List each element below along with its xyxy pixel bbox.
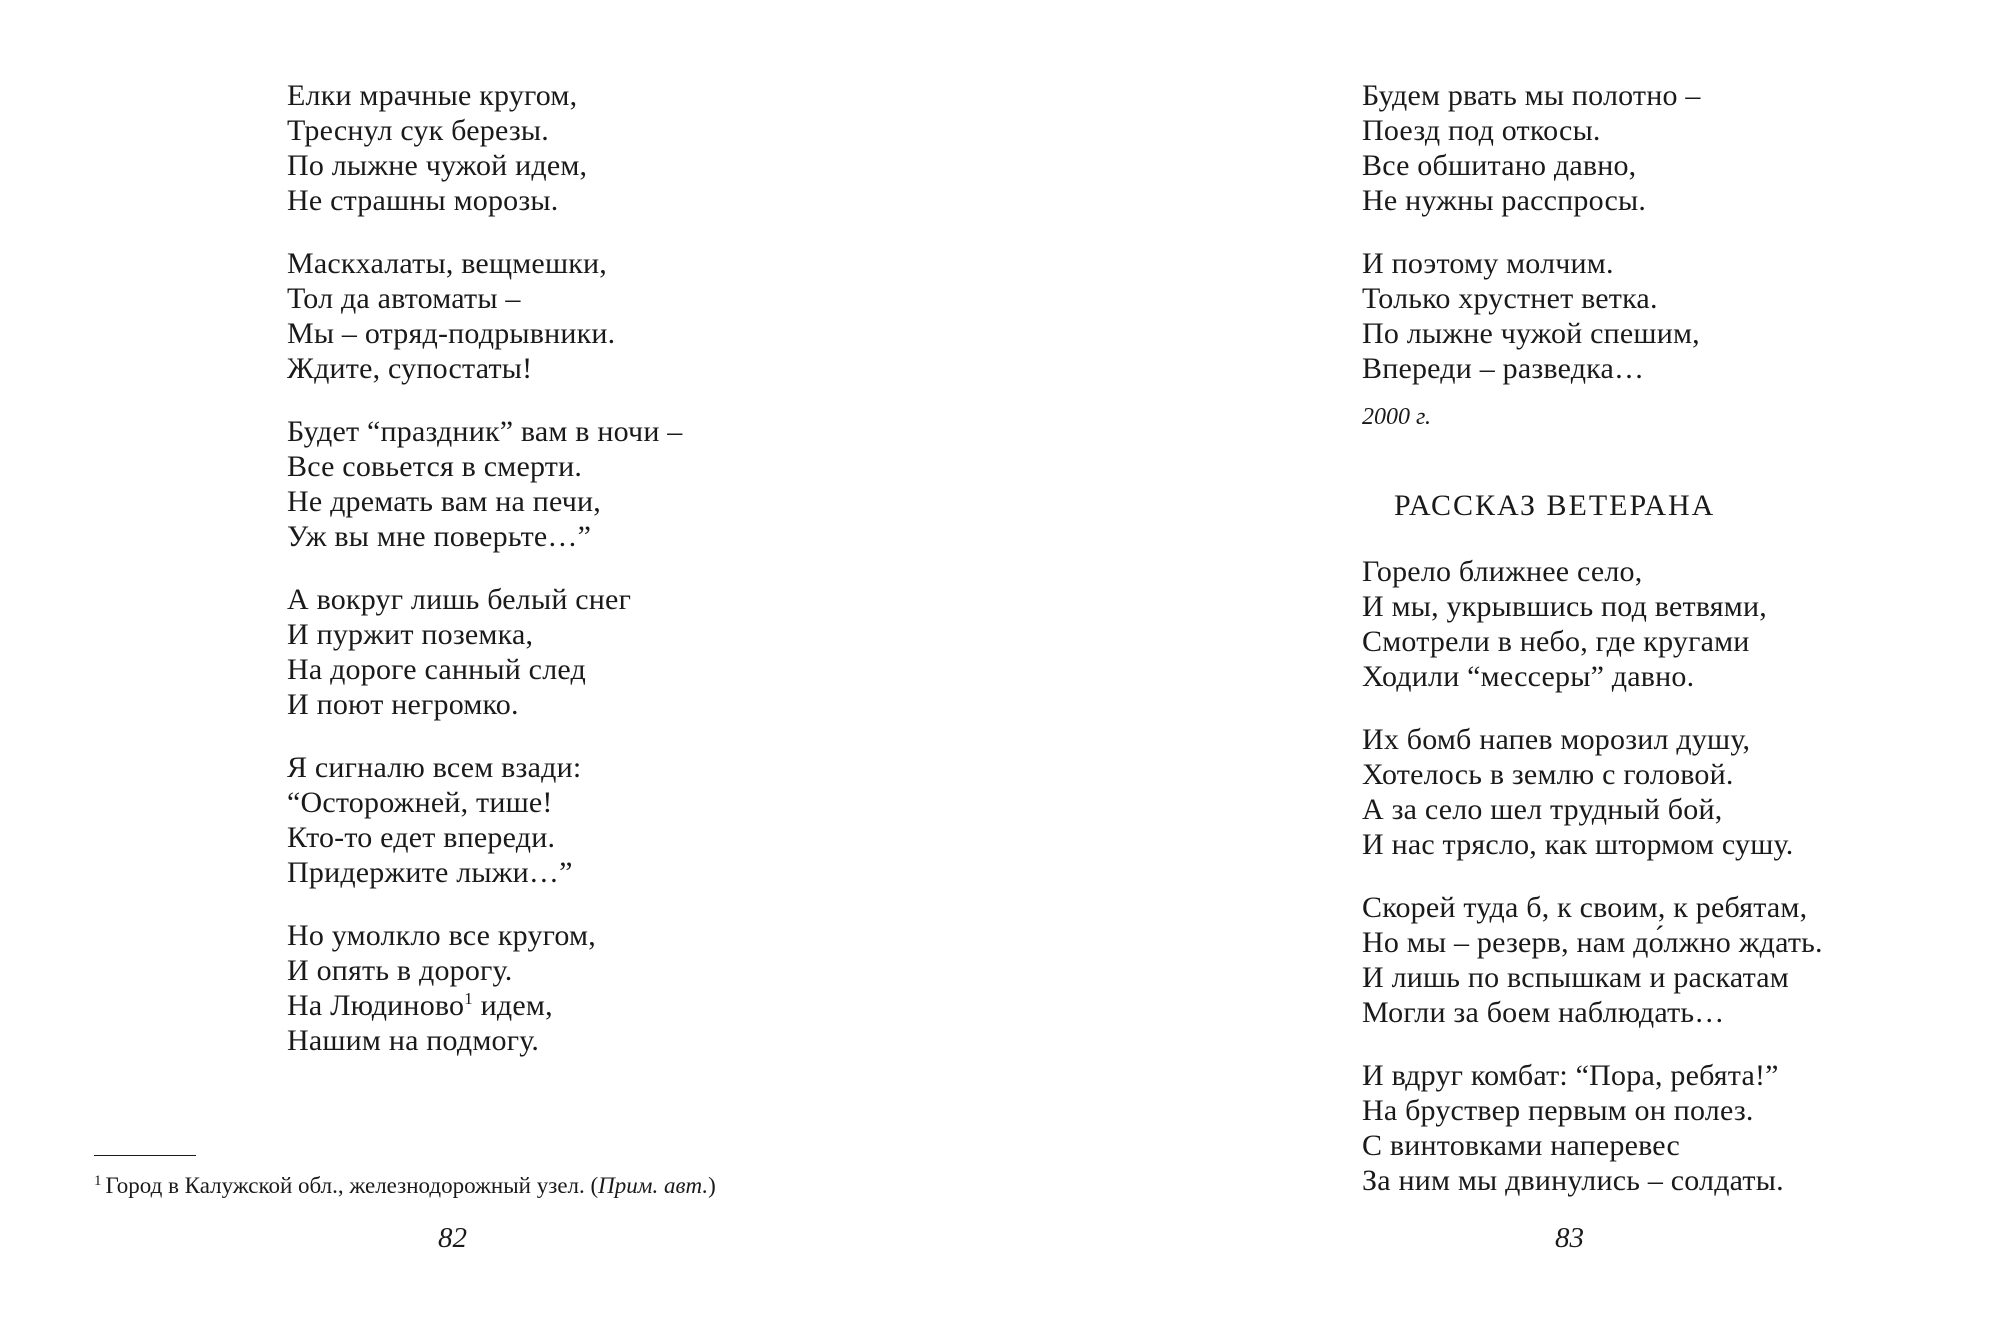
stanza: [287, 750, 683, 890]
footnote-number: 1: [94, 1173, 102, 1189]
left-poem: [287, 78, 683, 1086]
verse-line: Кто-то едет впереди.: [287, 821, 556, 854]
verse-line: Но мы – резерв, нам до́лжно ждать.: [1362, 926, 1823, 959]
verse-line-with-footnote: [287, 988, 683, 1023]
stanza: [1362, 554, 1823, 694]
verse-line: С винтовками наперевес: [1362, 1129, 1681, 1162]
poem-date: 2000 г.: [1362, 404, 1432, 430]
verse-line: Маскхалаты, вещмешки,: [287, 247, 607, 280]
verse-line: На дороге санный след: [287, 653, 586, 686]
verse-line: Все совьется в смерти.: [287, 450, 583, 483]
verse-line: Хотелось в землю с головой.: [1362, 758, 1734, 791]
verse-line: Не нужны расспросы.: [1362, 184, 1647, 217]
stanza: [1362, 78, 1823, 218]
footnote-marker: 1: [464, 989, 473, 1008]
verse-line: Могли за боем наблюдать…: [1362, 996, 1725, 1029]
verse-line: За ним мы двинулись – солдаты.: [1362, 1164, 1784, 1197]
stanza: [287, 78, 683, 218]
verse-line: Поезд под откосы.: [1362, 114, 1601, 147]
verse-text: На Людиново: [287, 989, 465, 1022]
verse-line: Уж вы мне поверьте…”: [287, 520, 592, 553]
verse-line: Будем рвать мы полотно –: [1362, 79, 1701, 112]
verse-line: По лыжне чужой спешим,: [1362, 317, 1700, 350]
verse-line: Только хрустнет ветка.: [1362, 282, 1658, 315]
stanza: [1362, 722, 1823, 862]
page-number: 82: [438, 1222, 467, 1254]
verse-line: Но умолкло все кругом,: [287, 919, 596, 952]
footnote-text: Город в Калужской обл., железнодорожный узел. (: [105, 1173, 599, 1198]
verse-line: Мы – отряд-подрывники.: [287, 317, 616, 350]
verse-line: А за село шел трудный бой,: [1362, 793, 1723, 826]
verse-line: Нашим на подмогу.: [287, 1024, 540, 1057]
footnote: [94, 1167, 716, 1200]
right-page: [1000, 0, 2000, 1326]
footnote-italic: Прим. авт.: [598, 1173, 709, 1198]
verse-line: И поэтому молчим.: [1362, 247, 1614, 280]
page-number: 83: [1555, 1222, 1584, 1254]
footnote-divider: [94, 1155, 196, 1156]
verse-line: Ходили “мессеры” давно.: [1362, 660, 1695, 693]
stanza: [1362, 246, 1823, 386]
verse-line: Все обшитано давно,: [1362, 149, 1637, 182]
verse-line: Треснул сук березы.: [287, 114, 549, 147]
stanza: [287, 918, 683, 1058]
verse-line: И пуржит поземка,: [287, 618, 534, 651]
verse-line: Не страшны морозы.: [287, 184, 559, 217]
poem-title: РАССКАЗ ВЕТЕРАНА: [1394, 489, 1716, 522]
verse-line: По лыжне чужой идем,: [287, 149, 588, 182]
verse-line: “Осторожней, тише!: [287, 786, 553, 819]
right-poems: [1362, 78, 1823, 1226]
verse-line: Ждите, супостаты!: [287, 352, 533, 385]
verse-line: А вокруг лишь белый снег: [287, 583, 632, 616]
verse-text: идем,: [472, 989, 553, 1022]
verse-line: Не дремать вам на печи,: [287, 485, 601, 518]
verse-line: Елки мрачные кругом,: [287, 79, 578, 112]
stanza: [287, 414, 683, 554]
verse-line: Тол да автоматы –: [287, 282, 521, 315]
verse-line: И опять в дорогу.: [287, 954, 513, 987]
stanza: [287, 246, 683, 386]
stanza: [1362, 1058, 1823, 1198]
verse-line: И мы, укрывшись под ветвями,: [1362, 590, 1767, 623]
verse-line: И лишь по вспышкам и раскатам: [1362, 961, 1789, 994]
verse-line: Смотрели в небо, где кругами: [1362, 625, 1750, 658]
verse-line: Скорей туда б, к своим, к ребятам,: [1362, 891, 1808, 924]
verse-line: Горело ближнее село,: [1362, 555, 1643, 588]
verse-line: Я сигналю всем взади:: [287, 751, 582, 784]
verse-line: И поют негромко.: [287, 688, 519, 721]
verse-line: Их бомб напев морозил душу,: [1362, 723, 1751, 756]
verse-line: И вдруг комбат: “Пора, ребята!”: [1362, 1059, 1779, 1092]
verse-line: Впереди – разведка…: [1362, 352, 1645, 385]
verse-line: И нас трясло, как штормом сушу.: [1362, 828, 1794, 861]
verse-line: Придержите лыжи…”: [287, 856, 573, 889]
verse-line: На бруствер первым он полез.: [1362, 1094, 1754, 1127]
stanza: [1362, 890, 1823, 1030]
footnote-close: ): [708, 1173, 716, 1198]
stanza: [287, 582, 683, 722]
verse-line: Будет “праздник” вам в ночи –: [287, 415, 683, 448]
